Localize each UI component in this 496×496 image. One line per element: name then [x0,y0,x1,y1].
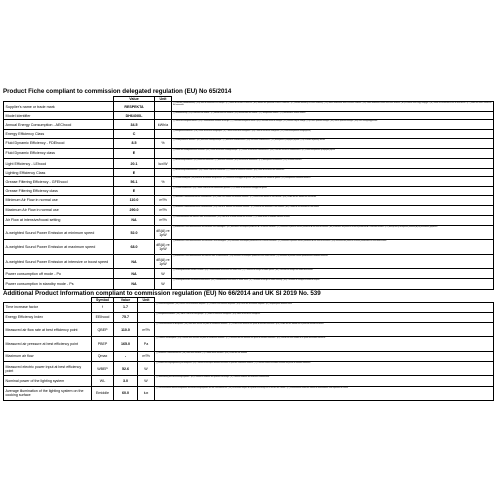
fiche-row [4,240,494,254]
additional-row-label: Measured electric power input at best efficiency point [4,361,92,375]
additional-row-unit: m³/h [138,351,155,361]
additional-row-value: 1.7 [114,302,138,312]
fiche-row-value: 8.5 [114,138,155,148]
fiche-row-unit [155,148,172,158]
fiche-row-label: Air Flow at intensive/boost setting [4,215,114,225]
fiche-row-unit: % [155,138,172,148]
fiche-row-label: A-weighted Sound Power Emission at maximum speed [4,240,114,254]
additional-header-unit: Unit [138,297,155,302]
fiche-row-translation: (*) A-bewertete Luftschallemissionen bei Intensiv- oder Schnelllaufstufe / (FR) Émissions acoustiques pondérées A en mode intensif / (IT) Emissioni di potenza sonora ponderata A in modalità intensiva [172,254,494,268]
fiche-row-label: Supplier's name or trade mark [4,102,114,112]
fiche-row-unit [155,130,172,138]
additional-table [3,297,494,401]
fiche-row-translation: (*) Beleuchtungseffizienz / (FR) Efficacité lumineuse / (IT) Efficienza luminosa / (ES) Eficiencia de iluminación / (PL) Efektywność oświetlenia / (CS) Účinnost osvětlení [172,158,494,168]
fiche-row-unit: m³/h [155,205,172,215]
fiche-row-translation: (*) Maximaler Luftvolumenstrom bei Normalbetrieb / (FR) Débit d'air maximal en utilisation normale / (IT) Portata d'aria massima in uso normale / (ES) Caudal de aire máximo en uso normal [172,205,494,215]
additional-row-value: 110.0 [114,322,138,336]
additional-row [4,351,494,361]
additional-row-label: Maximum air flow [4,351,92,361]
fiche-row-translation: (*) Leistungsaufnahme im Bereitschaftszustand / (FR) Consommation d'électricité en mode veille / (IT) Consumo di energia in modo stand-by / (ES) Consumo de energía en modo de espera [172,279,494,289]
fiche-row-unit: m³/h [155,195,172,205]
fiche-row-label: Model identifier [4,112,114,120]
fiche-row-unit: lux/W [155,158,172,168]
fiche-row-unit: dB(A) re 1pW [155,254,172,268]
fiche-row [4,130,494,138]
fiche-row [4,169,494,177]
fiche-row-translation: (*) Klasse der fluiddynamischen Effizienz / (FR) Classe d'efficacité fluidodynamique / (IT) Classe di efficienza fluidodinamica / (ES) Clase de eficiencia fluidodinámica / (PL) Klasa efektywności przepływu płynów [172,148,494,158]
fiche-row [4,226,494,240]
additional-row-unit: m³/h [138,322,155,336]
fiche-row-label: A-weighted Sound Power Emission at intensive or boost speed [4,254,114,268]
fiche-header-unit: Unit [155,97,172,102]
fiche-row-translation: (*) Fettabscheidegrad / (FR) Efficacité de filtration des graisses / (IT) Efficienza di filtraggio dei grassi / (ES) Eficiencia de filtrado de grasas / (PL) Efektywność filtrowania tłuszczu [172,177,494,187]
additional-row-translation: (*) Luftvolumenstrom im Bestpunkt / (FR) Débit d'air mesuré au point de rendement maximal / (IT) Portata d'aria misurata nel punto di massima efficienza / (ES) Caudal de aire medido en el punto de máxima eficiencia [155,322,494,336]
fiche-title: Product Fiche compliant to commission delegated regulation (EU) No 65/2014 [3,88,232,95]
additional-row [4,312,494,322]
fiche-row-translation: (*) Beleuchtungseffizienzklasse / (FR) Classe d'efficacité lumineuse / (IT) Classe di efficienza luminosa / (ES) Clase de eficiencia de iluminación [172,169,494,177]
fiche-row-unit: kWh/a [155,120,172,130]
fiche-row [4,177,494,187]
additional-row-unit [138,312,155,322]
fiche-row-translation: (*) Fettabscheideklasse / (FR) Classe d'efficacité de filtration des graisses / (IT) Classe di efficienza di filtraggio dei grassi [172,187,494,195]
additional-row-value: - [114,351,138,361]
fiche-row [4,120,494,130]
fiche-row-label: Light Efficiency - LEhood [4,158,114,168]
fiche-row-label: Energy Efficiency Class [4,130,114,138]
additional-row-value: 165.0 [114,337,138,351]
additional-row-value: 52.6 [114,361,138,375]
additional-row-symbol: QBEP [92,322,114,336]
fiche-row-translation: (*) Jährlicher Energieverbrauch / (FR) Consommation annuelle d'énergie / (IT) Consumo energetico annuo / (ES) Consumo anual de energía / (PL) Roczne zużycie energii / (CS) Roční spotřeba energie / (SK) Ročná spotreba energie / (HU) Éves energiafogyasztás [172,120,494,130]
additional-row-unit [138,302,155,312]
additional-row-translation: (*) Energieeffizienzindex / (FR) Indice d'efficacité énergétique / (IT) Indice di efficienza energetica / (ES) Índice de eficiencia energética [155,312,494,322]
additional-row-symbol: WBEP [92,361,114,375]
fiche-row [4,187,494,195]
fiche-row-translation: (*) Lieferant (Handelsmarke) / (FR) Nom du fournisseur ou marque / (IT) Nome del fornitore o marchio / (ES) Nombre del proveedor o marca comercial / (PL) Nazwa dostawcy lub znak handlowy / (CS) Název dodavatele nebo ochranná známka / (SK) Názov dodávateľa alebo ochranná známka / (HU) A szállító neve vagy védjegye / (NL) Naam of handelsmerk van de leverancier / (PT) Nome ou marca comercial do fornecedor [172,102,494,112]
fiche-row-label: Fluid Dynamic Efficiency - FDEhood [4,138,114,148]
fiche-row-value: DH640IXL [114,112,155,120]
fiche-row-value: 290.0 [114,205,155,215]
fiche-row-value: 68.0 [114,240,155,254]
fiche-row-value: RESPEKTA [114,102,155,112]
additional-row-unit: lux [138,386,155,400]
additional-row-value: 60.0 [114,386,138,400]
fiche-row-translation: (*) Energieeffizienzklasse / (FR) Classe d'efficacité énergétique / (IT) Classe di efficienza energetica / (ES) Clase de eficiencia energética / (PL) Klasa efektywności energetycznej [172,130,494,138]
additional-title: Additional Product Information compliant to commission regulation (EU) No 66/2014 and UK SI 2019 No. 539 [3,289,321,297]
fiche-row [4,254,494,268]
fiche-row-unit: % [155,177,172,187]
fiche-row-unit [155,169,172,177]
additional-row-label: Measured air pressure at best efficiency point [4,337,92,351]
additional-row-unit: Pa [138,337,155,351]
fiche-row-translation: (*) Luftvolumenstrom bei Intensiv- oder Schnelllaufstufe / (FR) Débit d'air en mode intensif ou accéléré / (IT) Portata d'aria in modalità intensiva o boost [172,215,494,225]
document-page [3,88,493,401]
additional-row-unit: W [138,361,155,375]
additional-row-symbol: Emiddle [92,386,114,400]
fiche-row [4,148,494,158]
fiche-row-label: Lighting Efficiency Class [4,169,114,177]
fiche-row [4,138,494,148]
additional-row [4,337,494,351]
additional-row-translation: (*) Luftdruck im Bestpunkt / (FR) Pression d'air mesurée au point de rendement maximal / (IT) Pressione dell'aria misurata nel punto di massima efficienza / (ES) Presión del aire medida en el punto de máxima eficiencia [155,337,494,351]
fiche-row [4,215,494,225]
fiche-row-value: E [114,148,155,158]
fiche-row-value: 20.1 [114,158,155,168]
fiche-row [4,112,494,120]
fiche-row-unit: W [155,269,172,279]
additional-row [4,376,494,386]
additional-row-translation: (*) Elektrische Eingangsleistung im Bestpunkt / (FR) Puissance électrique absorbée mesurée au point de rendement maximal / (IT) Potenza elettrica assorbita misurata nel punto di massima efficienza [155,361,494,375]
fiche-row-label: Power consumption in standby mode - Ps [4,279,114,289]
fiche-row-label: Grease Filtering Efficiency class [4,187,114,195]
additional-header-symbol: Symbol [92,297,114,302]
additional-row-translation: (*) Zeiterhöhungsfaktor / (FR) Facteur d'accroissement temporel / (IT) Fattore di incremento temporale / (ES) Factor de incremento temporal / (PL) Współczynnik wzrostu czasu [155,302,494,312]
additional-row-label: Energy Efficiency Index [4,312,92,322]
fiche-row-translation: (*) Fluiddynamische Effizienz / (FR) Efficacité fluidodynamique / (IT) Efficienza fluidodinamica / (ES) Eficiencia fluidodinámica / (PL) Efektywność przepływu płynów / (CS) Účinnost dynamiky tekutin [172,138,494,148]
fiche-row-value: 34.5 [114,120,155,130]
fiche-row-value: E [114,187,155,195]
fiche-row-label: Power consumption off mode - Po [4,269,114,279]
additional-row-translation: (*) Maximaler Luftvolumenstrom / (FR) Débit d'air maximal / (IT) Portata d'aria massima / (ES) Caudal de aire máximo [155,351,494,361]
fiche-row-unit: dB(A) re 1pW [155,240,172,254]
additional-row [4,322,494,336]
fiche-row-label: Minimum Air Flow in normal use [4,195,114,205]
fiche-row-value: NA [114,215,155,225]
fiche-row-label: Annual Energy Consumption - AEChood [4,120,114,130]
additional-row-symbol: EEIhood [92,312,114,322]
additional-row-label: Time increase factor [4,302,92,312]
additional-row-value: 3.0 [114,376,138,386]
fiche-row [4,205,494,215]
additional-row [4,361,494,375]
additional-row-label: Measured air flow rate at best efficiency point [4,322,92,336]
fiche-row [4,195,494,205]
additional-row-label: Average illumination of the lighting system on the cooking surface [4,386,92,400]
fiche-table [3,96,494,290]
additional-row-symbol: Qmax [92,351,114,361]
fiche-row-unit [155,187,172,195]
fiche-row-value: NA [114,279,155,289]
additional-row-value: 75.7 [114,312,138,322]
fiche-row-value: 56.1 [114,177,155,187]
fiche-row-unit [155,112,172,120]
fiche-row-label: Fluid Dynamic Efficiency class [4,148,114,158]
additional-row-translation: (*) Durchschnittliche Beleuchtungsstärke des Beleuchtungssystems auf der Kochoberfläche / (FR) Éclairement moyen du système d'éclairage sur la surface de cuisson / (IT) Illuminamento medio del sistema di illuminazione sulla superficie di cottura [155,386,494,400]
additional-row-symbol: WL [92,376,114,386]
fiche-row-unit: dB(A) re 1pW [155,226,172,240]
fiche-row-value: C [114,130,155,138]
fiche-row-value: 52.0 [114,226,155,240]
fiche-row [4,279,494,289]
additional-header-value: Value [114,297,138,302]
fiche-row-unit: m³/h [155,215,172,225]
fiche-row-value: NA [114,269,155,279]
fiche-row-translation: (*) Leistungsaufnahme im Aus-Zustand / (FR) Consommation d'électricité en mode arrêt / (IT) Consumo di energia in modo spento / (ES) Consumo de energía en modo desactivado [172,269,494,279]
fiche-row-translation: (*) A-bewertete Luftschallemissionen bei minimaler Geschwindigkeit / (FR) Émissions acoustiques pondérées A à la vitesse minimale / (IT) Emissioni di potenza sonora ponderata A alla velocità minima / (ES) Emisiones de potencia acústica ponderada A a velocidad mínima / (PL) Emisja mocy akustycznej ważonej A przy minimalnej prędkości [172,226,494,240]
fiche-row [4,269,494,279]
fiche-row-unit [155,102,172,112]
additional-row-label: Nominal power of the lighting system [4,376,92,386]
fiche-row-value: NA [114,254,155,268]
fiche-row-label: Maximum Air Flow in normal use [4,205,114,215]
additional-row-unit: W [138,376,155,386]
fiche-header-value: Value [114,97,155,102]
additional-row-translation: (*) Nennleistung des Beleuchtungssystems / (FR) Puissance nominale du système d'éclairage / (IT) Potenza nominale del sistema di illuminazione [155,376,494,386]
fiche-row-value: E [114,169,155,177]
additional-row-symbol: f [92,302,114,312]
fiche-row-label: Grease Filtering Efficiency - GFEhood [4,177,114,187]
additional-row [4,386,494,400]
fiche-row-unit: W [155,279,172,289]
fiche-row-value: 110.0 [114,195,155,205]
fiche-row [4,158,494,168]
fiche-row-translation: (*) Minimaler Luftvolumenstrom bei Normalbetrieb / (FR) Débit d'air minimal en utilisation normale / (IT) Portata d'aria minima in uso normale / (ES) Caudal de aire mínimo en uso normal [172,195,494,205]
fiche-row-label: A-weighted Sound Power Emission at minimum speed [4,226,114,240]
additional-row [4,302,494,312]
additional-row-symbol: PBEP [92,337,114,351]
fiche-row [4,102,494,112]
fiche-row-translation: (*) Modellkennung / (FR) Référence du modèle / (IT) Identificativo del modello / (ES) Identificador del modelo / (PL) Identyfikator modelu / (CS) Identifikační značka modelu [172,112,494,120]
fiche-row-translation: (*) A-bewertete Luftschallemissionen bei maximaler Geschwindigkeit / (FR) Émissions acoustiques pondérées A à la vitesse maximale / (IT) Emissioni di potenza sonora ponderata A alla velocità massima / (ES) Emisiones de potencia acústica ponderada A a velocidad máxima [172,240,494,254]
